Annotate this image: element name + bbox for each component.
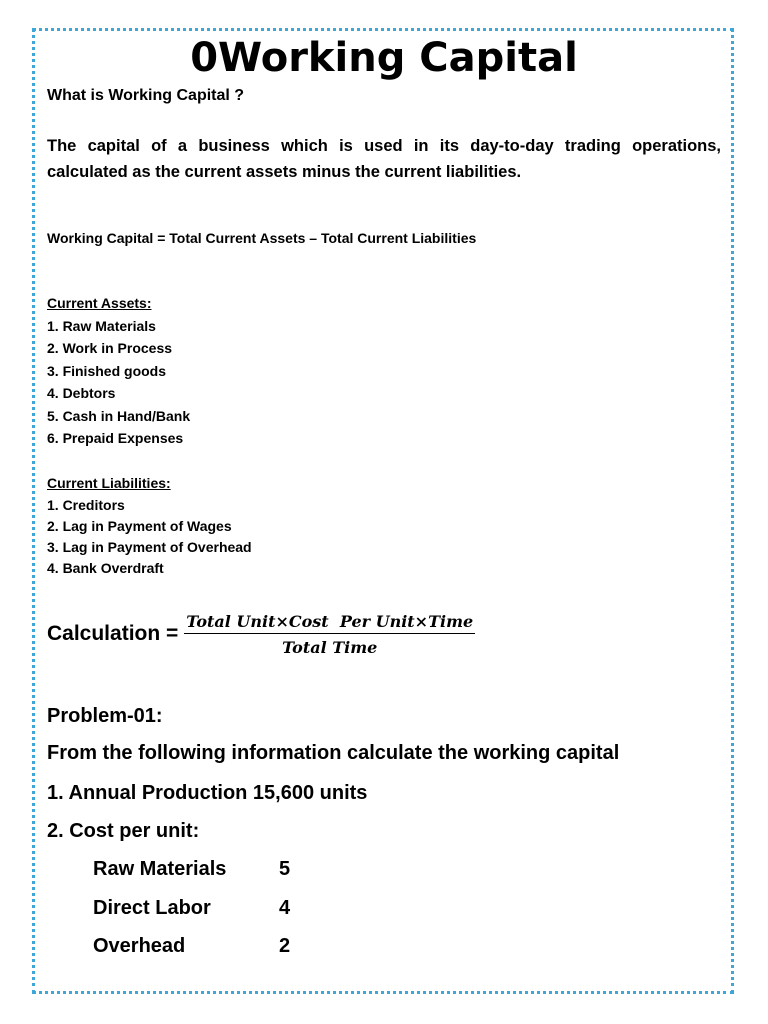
current-liabilities-section [47,472,721,579]
cost-name: Raw Materials [93,858,227,880]
list-item: 2. Lag in Payment of Wages [47,517,232,534]
cost-name: Overhead [93,935,186,957]
list-item: 1. Creditors [47,496,125,513]
problem-intro: From the following information calculate the working capital [47,742,620,764]
cost-value: 4 [279,897,291,919]
fraction-denominator: Total Time [282,637,378,657]
page-title: 0Working Capital [190,35,578,81]
definition-paragraph: The capital of a business which is used in its day-to-day trading operations, calculated as the current assets minus the current liabilities. [47,137,721,181]
problem-item-annual-production: 1. Annual Production 15,600 units [47,782,368,804]
cost-row [93,935,319,958]
working-capital-formula: Working Capital = Total Current Assets – Total Current Liabilities [47,230,477,246]
cost-row [93,858,319,881]
list-item: 4. Bank Overdraft [47,559,164,576]
current-liabilities-heading: Current Liabilities: [47,475,171,491]
cost-name: Direct Labor [93,897,211,919]
fraction-numerator: Total Unit×Cost Per Unit×Time [184,612,475,634]
cost-value: 5 [279,858,291,880]
problem-item-cost-per-unit: 2. Cost per unit: [47,820,200,842]
list-item: 3. Finished goods [47,362,167,379]
current-assets-heading: Current Assets: [47,295,152,311]
cost-value: 2 [279,935,291,957]
cost-row [93,897,319,920]
current-assets-section [47,292,721,450]
list-item: 3. Lag in Payment of Overhead [47,538,252,555]
list-item: 4. Debtors [47,385,116,401]
calculation-formula [47,604,475,664]
list-item: 5. Cash in Hand/Bank [47,407,191,424]
question-heading: What is Working Capital ? [47,87,245,104]
list-item: 2. Work in Process [47,340,173,356]
calculation-fraction [184,612,475,657]
calculation-label: Calculation = [47,622,179,645]
problem-title: Problem-01: [47,705,163,727]
list-item: 1. Raw Materials [47,317,156,334]
list-item: 6. Prepaid Expenses [47,430,184,446]
